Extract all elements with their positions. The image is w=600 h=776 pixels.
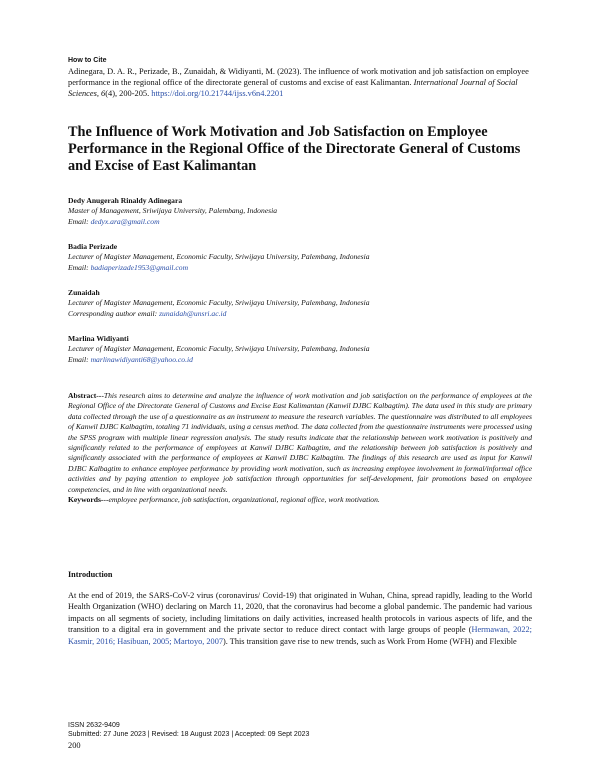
author-block — [68, 242, 538, 273]
author-name: Badia Perizade — [68, 242, 118, 251]
intro-text-1: At the end of 2019, the SARS-CoV-2 virus (coronavirus/ Covid-19) that originated in Wuhan, China, spread rapidly, leading to the World Health Organization (WHO) declaring on March 11, 2020, that the coronavirus had become a global pandemic. The pandemic had various impacts on all segments of society, including limitations on daily activities, increased health protocols in various aspects of life, and the transition to a digital era in government and the private sector to reduce direct contact with large groups of people ( — [68, 591, 532, 635]
section-heading-introduction: Introduction — [68, 570, 113, 579]
author-name: Marlina Widiyanti — [68, 334, 129, 343]
footer — [68, 721, 309, 751]
email-label: Email: — [68, 262, 91, 272]
email-label: Email: — [68, 216, 91, 226]
author-email-link[interactable]: dedyx.ara@gmail.com — [90, 216, 160, 226]
author-affiliation: Lecturer of Magister Management, Economic Faculty, Sriwijaya University, Palembang, Indonesia — [68, 298, 370, 307]
email-label: Corresponding author email: — [68, 308, 160, 318]
citation-text: Adinegara, D. A. R., Perizade, B., Zunaidah, & Widiyanti, M. (2023). The influence of work motivation and job satisfaction on employee performance in the regional office of the directorate general of customs and excise of east Kalimantan. — [68, 67, 529, 87]
citation-issue-pages: (4), 200-205. — [105, 89, 152, 98]
author-email-line — [68, 355, 538, 366]
issn: ISSN 2632-9409 — [68, 722, 120, 729]
author-block — [68, 196, 538, 227]
keywords-label: Keywords--- — [68, 495, 109, 505]
abstract-text: This research aims to determine and analyze the influence of work motivation and job satisfaction on the performance of employees at the Regional Office of the Directorate General of Customs and Excise East Kalimantan (Kanwil DJBC Kalbagtim). The data used in this study are primary data collected through the use of a questionnaire as an instrument to measure the research variables. The questionnaire was distributed to all employees of Kanwil DJBC Kalbagtim, totaling 71 individuals, using a census method. The data collected from the questionnaire instruments were processed using the SPSS program with multiple linear regression analysis. The study results indicate that the relationship between work motivation is positively and significantly related to the performance of employees at Kanwil DJBC Kalbagtim, and the relationship between job satisfaction is positively and significantly associated with the performance of employees at Kanwil DJBC Kalbagtim. The findings of this research are used as input for Kanwil DJBC Kalbagtim to enhance employee performance by providing work motivation, such as increasing employee involvement in formal/informal office activities and by paying attention to employee job satisfaction through opportunities for self-development, fair promotions based on employee competencies, and in line with organizational needs. — [68, 391, 532, 494]
doi-link[interactable]: https://doi.org/10.21744/ijss.v6n4.2201 — [151, 89, 284, 98]
author-block — [68, 288, 538, 319]
author-email-link[interactable]: marlinawidiyanti68@yahoo.co.id — [90, 354, 193, 364]
paper-title: The Influence of Work Motivation and Job Satisfaction on Employee Performance in the Regional Office of the Directorate General of Customs and Excise of East Kalimantan — [68, 124, 521, 174]
intro-text-2: ). This transition gave rise to new trends, such as Work From Home (WFH) and Flexible — [223, 636, 517, 646]
author-block — [68, 334, 538, 365]
page-number: 200 — [68, 741, 81, 751]
author-email-link[interactable]: zunaidah@unsri.ac.id — [159, 308, 227, 318]
abstract-label: Abstract--- — [68, 391, 104, 400]
introduction-paragraph — [68, 590, 532, 647]
citation-journal: International Journal of Social Sciences, 6 — [68, 78, 518, 98]
author-affiliation: Lecturer of Magister Management, Economic Faculty, Sriwijaya University, Palembang, Indonesia — [68, 344, 370, 353]
abstract — [68, 391, 532, 505]
author-name: Dedy Anugerah Rinaldy Adinegara — [68, 196, 183, 205]
how-to-cite-label: How to Cite — [68, 57, 107, 64]
intro-citations[interactable]: Hermawan, 2022; Kasmir, 2016; Hasibuan, 2005; Martoyo, 2007 — [68, 625, 532, 646]
author-email-link[interactable]: badiaperizade1953@gmail.com — [90, 262, 189, 272]
author-email-line — [68, 217, 538, 228]
author-email-line — [68, 263, 538, 274]
email-label: Email: — [68, 354, 91, 364]
keywords-text: employee performance, job satisfaction, organizational, regional office, work motivation. — [108, 495, 380, 505]
submission-dates: Submitted: 27 June 2023 | Revised: 18 August 2023 | Accepted: 09 Sept 2023 — [68, 731, 310, 739]
author-email-line — [68, 309, 538, 320]
citation — [68, 66, 538, 99]
author-affiliation: Lecturer of Magister Management, Economic Faculty, Sriwijaya University, Palembang, Indonesia — [68, 252, 370, 261]
author-affiliation: Master of Management, Sriwijaya University, Palembang, Indonesia — [68, 206, 278, 215]
author-name: Zunaidah — [68, 288, 100, 297]
